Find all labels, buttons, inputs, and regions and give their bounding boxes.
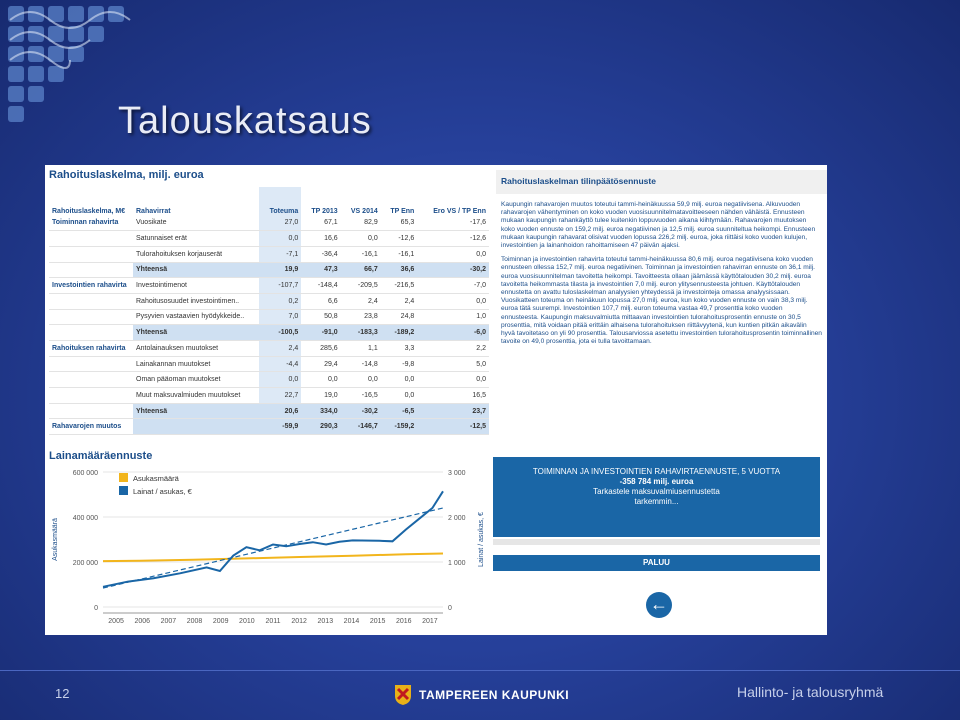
table-cell: -36,4 xyxy=(301,246,340,262)
table-row xyxy=(49,403,489,419)
table-cell: -9,8 xyxy=(381,356,418,372)
table-cell: -148,4 xyxy=(301,278,340,294)
table-cell: -59,9 xyxy=(259,419,301,435)
table-cell: -189,2 xyxy=(381,325,418,341)
x-tick-label: 2006 xyxy=(134,618,151,625)
x-tick-label: 2016 xyxy=(395,618,412,625)
y-right-tick-label: 2 000 xyxy=(448,515,466,522)
table-cell: -107,7 xyxy=(259,278,301,294)
table-cell: Toiminnan rahavirta xyxy=(49,215,133,231)
table-cell xyxy=(49,325,133,341)
trend-line xyxy=(103,508,443,588)
legend-label: Lainat / asukas, € xyxy=(133,487,192,496)
series-line-0 xyxy=(103,554,443,562)
box-heading: TOIMINNAN JA INVESTOINTIEN RAHAVIRTAENNUSTE, 5 VUOTTA xyxy=(532,467,781,476)
column-header: VS 2014 xyxy=(350,208,378,215)
back-button[interactable]: PALUU xyxy=(493,555,820,571)
table-cell: Lainakannan muutokset xyxy=(133,356,259,372)
table-cell: -14,8 xyxy=(341,356,381,372)
table-cell: -30,2 xyxy=(417,262,489,278)
legend-swatch xyxy=(119,473,128,482)
table-cell: Yhteensä xyxy=(133,262,259,278)
x-tick-label: 2008 xyxy=(186,618,203,625)
box-value: -358 784 milj. euroa xyxy=(619,477,694,486)
x-tick-label: 2010 xyxy=(239,618,255,625)
table-cell: -16,1 xyxy=(341,246,381,262)
table-cell: 0,0 xyxy=(381,372,418,388)
table-cell xyxy=(49,388,133,404)
table-cell: Yhteensä xyxy=(133,325,259,341)
table-row xyxy=(49,231,489,247)
table-cell: Rahoituksen rahavirta xyxy=(49,341,133,357)
city-name: TAMPEREEN KAUPUNKI xyxy=(419,688,570,702)
forecast-title: Rahoituslaskelman tilinpäätösennuste xyxy=(496,170,827,194)
table-cell: Rahavarojen muutos xyxy=(49,419,133,435)
table-cell: 29,4 xyxy=(301,356,340,372)
table-cell: -146,7 xyxy=(341,419,381,435)
table-cell xyxy=(49,309,133,325)
table-cell: -16,5 xyxy=(341,388,381,404)
table-cell: 19,9 xyxy=(259,262,301,278)
table-cell: 1,1 xyxy=(341,341,381,357)
x-tick-label: 2017 xyxy=(422,618,438,625)
column-header: Toteuma xyxy=(259,187,301,215)
table-cell: 66,7 xyxy=(341,262,381,278)
city-logo xyxy=(393,684,569,706)
table-cell: -16,1 xyxy=(381,246,418,262)
table-cell: 0,0 xyxy=(259,231,301,247)
table-cell: 2,2 xyxy=(417,341,489,357)
legend-swatch xyxy=(119,486,128,495)
table-cell: 334,0 xyxy=(301,403,340,419)
slide-title: Talouskatsaus xyxy=(118,100,372,142)
table-cell xyxy=(49,356,133,372)
forecast-paragraph: Toiminnan ja investointien rahavirta toteutui tammi-heinäkuussa 80,6 milj. euroa negatiivisena koko vuoden ennusteen ollessa 152,7 milj. euroa negatiivinen. Toiminnan ja investointien rahavirran ennuste on 36,1 milj. euroa vuosisuunnitelman tavoitetta heikompi. Tavoitteesta ollaan jäämässä käyttötalouden 30,2 milj. euroa tavoitetta heikommasta tilasta ja investointien 7,0 milj. euron ylitysennusteesta johtuen. Käyttötalouden ennustetta on avattu tuloslaskelman analyysien yhteydessä ja investointeja omassa analyysissaan. Vuosikatteen toteuma on heinäkuun lopussa 27,0 milj. euroa, kun koko vuoden ennuste on vain 38,3 milj. euroa tätä suurempi. Investointien 107,7 milj. euron toteuma vastaa 49,7 prosenttia koko vuoden ennusteesta. Kaupungin maksuvalmiutta mittaavan investointien tulorahoitusprosentin ennuste on 30,5 prosenttia, mitä voidaan pitää erittäin alhaisena tulorahoituksen riittävyytenä, kun kuntien pitkän aikavälin hyvä tavoitetaso on yli 90 prosenttia. Talousarviossa asetettu investointien tulorahoitusprosentin toiminnallinen tavoite on 49,0 prosenttia, jota ei tulla tavoittamaan. xyxy=(501,256,822,346)
loan-forecast-chart xyxy=(45,445,492,635)
y-left-axis-label: Asukasmäärä xyxy=(52,518,59,561)
table-cell: -30,2 xyxy=(341,403,381,419)
table-cell: -6,5 xyxy=(381,403,418,419)
table-cell: -12,5 xyxy=(417,419,489,435)
table-cell: Muut maksuvalmiuden muutokset xyxy=(133,388,259,404)
x-tick-label: 2015 xyxy=(369,618,386,625)
table-row xyxy=(49,309,489,325)
table-cell: 285,6 xyxy=(301,341,340,357)
table-cell: 47,3 xyxy=(301,262,340,278)
table-cell: 0,0 xyxy=(341,372,381,388)
table-cell: 24,8 xyxy=(381,309,418,325)
table-cell: 22,7 xyxy=(259,388,301,404)
table-cell: 7,0 xyxy=(259,309,301,325)
table-cell: 2,4 xyxy=(341,293,381,309)
table-cell: 50,8 xyxy=(301,309,340,325)
footer-group-name: Hallinto- ja talousryhmä xyxy=(737,684,884,700)
x-tick-label: 2013 xyxy=(317,618,334,625)
y-right-tick-label: 3 000 xyxy=(448,470,466,477)
box-link-text: Tarkastele maksuvalmiusennustetta xyxy=(593,487,720,496)
table-cell: Investointien rahavirta xyxy=(49,278,133,294)
series-line-1 xyxy=(103,491,443,587)
table-row xyxy=(49,246,489,262)
table-cell: Antolainauksen muutokset xyxy=(133,341,259,357)
x-tick-label: 2005 xyxy=(108,618,124,625)
x-tick-label: 2009 xyxy=(212,618,229,625)
table-cell: 27,0 xyxy=(259,215,301,231)
table-cell: 5,0 xyxy=(417,356,489,372)
table-cell: 1,0 xyxy=(417,309,489,325)
table-cell: Yhteensä xyxy=(133,403,259,419)
column-header: Ero VS / TP Enn xyxy=(433,208,486,215)
report-screenshot xyxy=(45,165,827,635)
column-header: TP 2013 xyxy=(311,208,338,215)
table-cell xyxy=(49,372,133,388)
table-cell: 0,2 xyxy=(259,293,301,309)
table-cell: 0,0 xyxy=(341,231,381,247)
table-cell: -209,5 xyxy=(341,278,381,294)
table-row xyxy=(49,278,489,294)
table-cell: 65,3 xyxy=(381,215,418,231)
table-cell: 3,3 xyxy=(381,341,418,357)
table-cell: 19,0 xyxy=(301,388,340,404)
table-cell: 6,6 xyxy=(301,293,340,309)
table-cell: 2,4 xyxy=(259,341,301,357)
table-cell: Pysyvien vastaavien hyödykkeide.. xyxy=(133,309,259,325)
table-cell: 0,0 xyxy=(381,388,418,404)
table-cell: 67,1 xyxy=(301,215,340,231)
table-title: Rahoituslaskelma, milj. euroa xyxy=(49,169,204,181)
y-right-tick-label: 0 xyxy=(448,605,452,612)
column-header: Rahavirrat xyxy=(136,208,171,215)
table-cell: -4,4 xyxy=(259,356,301,372)
y-left-tick-label: 200 000 xyxy=(72,560,98,567)
table-cell: 16,5 xyxy=(417,388,489,404)
table-cell: 23,8 xyxy=(341,309,381,325)
cash-flow-table xyxy=(49,187,489,435)
x-tick-label: 2012 xyxy=(291,618,307,625)
table-cell: Investointimenot xyxy=(133,278,259,294)
table-row xyxy=(49,262,489,278)
table-cell: Satunnaiset erät xyxy=(133,231,259,247)
table-cell: -6,0 xyxy=(417,325,489,341)
table-row xyxy=(49,293,489,309)
column-header: TP Enn xyxy=(390,208,415,215)
table-row xyxy=(49,419,489,435)
table-cell: -7,1 xyxy=(259,246,301,262)
table-cell: 0,0 xyxy=(417,293,489,309)
x-tick-label: 2014 xyxy=(343,618,360,625)
column-header: Rahoituslaskelma, M€ xyxy=(52,208,126,215)
y-left-tick-label: 0 xyxy=(94,605,98,612)
legend-label: Asukasmäärä xyxy=(133,474,179,483)
y-right-axis-label: Lainat / asukas, € xyxy=(478,512,485,567)
table-cell: 20,6 xyxy=(259,403,301,419)
table-cell: -17,6 xyxy=(417,215,489,231)
table-cell: 0,0 xyxy=(301,372,340,388)
table-cell: 0,0 xyxy=(417,372,489,388)
table-cell: 36,6 xyxy=(381,262,418,278)
x-tick-label: 2011 xyxy=(265,618,281,625)
footer-divider xyxy=(0,670,960,671)
table-row xyxy=(49,215,489,231)
table-cell xyxy=(49,262,133,278)
table-cell: 290,3 xyxy=(301,419,340,435)
table-cell: 82,9 xyxy=(341,215,381,231)
page-number: 12 xyxy=(55,686,70,701)
table-cell xyxy=(133,419,259,435)
y-left-tick-label: 600 000 xyxy=(72,470,98,477)
table-row xyxy=(49,372,489,388)
table-row xyxy=(49,325,489,341)
table-cell: Rahoitusosuudet investointimen.. xyxy=(133,293,259,309)
forecast-paragraph: Kaupungin rahavarojen muutos toteutui tammi-heinäkuussa 59,9 milj. euroa negatiivisena. Alkuvuoden rahavarojen vähentyminen on koko vuoden vuosisuunnitelmatavoitteeseen nähden vähäistä. Ennusteen mukaan kaupungin rahankäyttö tulee kuitenkin loppuvuoden aikana kiihtymään. Rahavarojen muutoksen koko vuoden ennuste on 159,2 milj. euroa negatiivinen ja 12,5 milj. euroa suunniteltua heikompi. Ennusteen mukaan kaupungin rahavarat olisivat vuoden lopussa 226,2 milj. euroa, joka riittäisi koko vuoden kulujen, investointien ja lainanhoidon rahoittamiseen 47 päivän ajaksi. xyxy=(501,201,816,250)
table-cell xyxy=(49,293,133,309)
table-cell: -183,3 xyxy=(341,325,381,341)
cash-flow-table-panel xyxy=(45,165,492,433)
table-cell: 23,7 xyxy=(417,403,489,419)
table-cell: 0,0 xyxy=(417,246,489,262)
loan-forecast-chart-panel xyxy=(45,445,492,635)
table-cell: -100,5 xyxy=(259,325,301,341)
chart-title: Lainamääräennuste xyxy=(49,450,153,462)
y-right-tick-label: 1 000 xyxy=(448,560,466,567)
arrow-left-icon[interactable]: ← xyxy=(646,592,672,618)
table-row xyxy=(49,341,489,357)
cash-flow-forecast-box[interactable] xyxy=(493,457,820,537)
table-cell: -12,6 xyxy=(417,231,489,247)
table-row xyxy=(49,356,489,372)
box-link-more: tarkemmin... xyxy=(634,497,679,506)
table-cell: -12,6 xyxy=(381,231,418,247)
table-cell: 16,6 xyxy=(301,231,340,247)
table-cell: -216,5 xyxy=(381,278,418,294)
tampere-crest-icon xyxy=(393,684,413,706)
table-cell: Vuosikate xyxy=(133,215,259,231)
table-cell xyxy=(49,246,133,262)
table-cell: 2,4 xyxy=(381,293,418,309)
table-cell xyxy=(49,231,133,247)
table-row xyxy=(49,388,489,404)
x-tick-label: 2007 xyxy=(160,618,177,625)
table-cell xyxy=(49,403,133,419)
table-cell: -91,0 xyxy=(301,325,340,341)
table-cell: -159,2 xyxy=(381,419,418,435)
table-cell: -7,0 xyxy=(417,278,489,294)
divider xyxy=(493,539,820,545)
y-left-tick-label: 400 000 xyxy=(72,515,98,522)
table-cell: Oman pääoman muutokset xyxy=(133,372,259,388)
table-cell: Tulorahoituksen korjauserät xyxy=(133,246,259,262)
table-cell: 0,0 xyxy=(259,372,301,388)
forecast-text-panel xyxy=(496,170,827,432)
